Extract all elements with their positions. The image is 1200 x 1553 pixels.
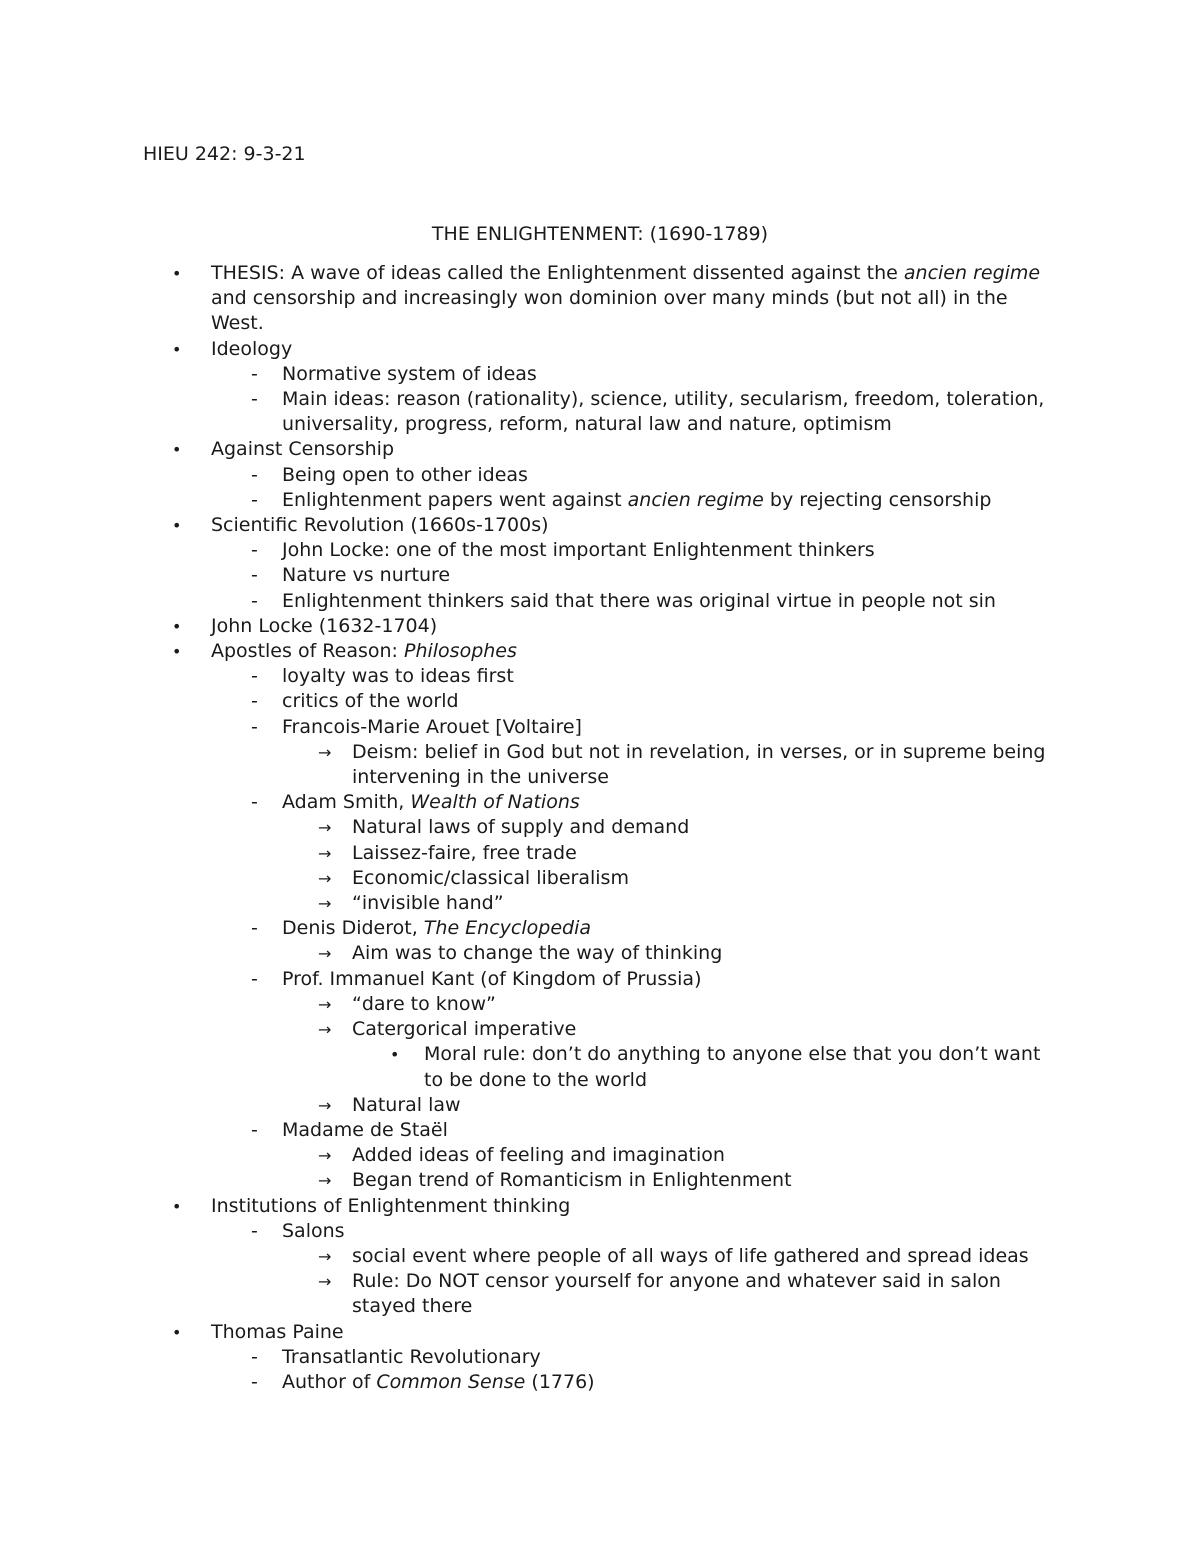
item-text: Madame de Staël	[282, 1118, 448, 1141]
item-text: Moral rule: don’t do anything to anyone else that you don’t want to be done to the world	[424, 1043, 1041, 1091]
text-run: THESIS: A wave of ideas called the Enlightenment dissented against the	[211, 262, 904, 284]
item-text: critics of the world	[282, 690, 459, 713]
item-text	[282, 790, 1062, 815]
list-item	[0, 563, 1200, 588]
list-item	[0, 337, 1200, 362]
item-text: social event where people of all ways of life gathered and spread ideas	[352, 1244, 1029, 1267]
dash-marker: -	[251, 539, 258, 562]
bullet-marker: •	[172, 440, 182, 460]
arrow-marker: →	[318, 1171, 332, 1191]
text-run: Author of	[282, 1370, 377, 1393]
arrow-marker: →	[318, 843, 332, 863]
arrow-marker: →	[318, 944, 332, 964]
item-text: Enlightenment thinkers said that there was original virtue in people not sin	[282, 589, 996, 612]
item-text: Began trend of Romanticism in Enlightenment	[352, 1169, 792, 1192]
item-text: Laissez-faire, free trade	[352, 841, 577, 864]
list-item	[0, 463, 1200, 488]
list-item	[0, 916, 1200, 941]
item-text: Being open to other ideas	[282, 463, 528, 486]
item-text	[282, 916, 1062, 941]
dash-marker: -	[251, 488, 258, 511]
list-item	[0, 1042, 1200, 1092]
item-text: Rule: Do NOT censor yourself for anyone and whatever said in salon stayed there	[352, 1270, 1001, 1318]
bullet-marker: •	[172, 339, 182, 359]
item-text: Transatlantic Revolutionary	[282, 1345, 541, 1368]
list-item	[0, 1219, 1200, 1244]
item-text: Deism: belief in God but not in revelation, in verses, or in supreme being intervening in the universe	[352, 740, 1046, 789]
list-item	[0, 1194, 1200, 1219]
list-item	[0, 639, 1200, 664]
bullet-marker: •	[172, 1322, 182, 1342]
bullet-marker: •	[172, 1196, 182, 1216]
item-text: Normative system of ideas	[282, 362, 537, 385]
item-text: Main ideas: reason (rationality), science, utility, secularism, freedom, toleration, universality, progress, reform, natural law and nature, optimism	[282, 388, 1045, 436]
text-run: Enlightenment papers went against	[282, 488, 628, 511]
text-run: (1776)	[525, 1370, 595, 1393]
arrow-marker: →	[318, 994, 332, 1014]
arrow-marker: →	[318, 894, 332, 914]
dash-marker: -	[251, 791, 258, 814]
text-run: by rejecting censorship	[763, 488, 992, 511]
dash-marker: -	[251, 690, 258, 713]
list-item	[0, 362, 1200, 387]
item-text: Scientific Revolution (1660s-1700s)	[211, 514, 549, 537]
item-text	[211, 639, 1061, 664]
item-text: Economic/classical liberalism	[352, 866, 629, 889]
list-item	[0, 790, 1200, 815]
item-text: John Locke (1632-1704)	[211, 614, 438, 637]
list-item	[0, 1093, 1200, 1118]
list-item	[0, 992, 1200, 1017]
arrow-marker: →	[318, 1272, 332, 1292]
list-item	[0, 815, 1200, 840]
list-item	[0, 538, 1200, 563]
list-item	[0, 387, 1200, 437]
item-text: Against Censorship	[211, 438, 395, 461]
arrow-marker: →	[318, 1095, 332, 1115]
list-item	[0, 715, 1200, 740]
italic-text-run: The Encyclopedia	[423, 917, 591, 940]
item-text: Natural law	[352, 1093, 461, 1116]
list-item	[0, 689, 1200, 714]
dash-marker: -	[251, 1219, 258, 1242]
italic-text-run: ancien regime	[627, 488, 764, 511]
list-item	[0, 1168, 1200, 1193]
dash-marker: -	[251, 967, 258, 990]
list-item	[0, 941, 1200, 966]
item-text: Prof. Immanuel Kant (of Kingdom of Prussia)	[282, 967, 702, 990]
item-text: Thomas Paine	[211, 1320, 344, 1343]
italic-text-run: Wealth of Nations	[410, 791, 580, 814]
arrow-marker: →	[318, 1146, 332, 1166]
item-text: “dare to know”	[352, 992, 496, 1015]
list-item	[0, 488, 1200, 513]
list-item	[0, 866, 1200, 891]
list-item	[0, 664, 1200, 689]
item-text: Natural laws of supply and demand	[352, 816, 690, 839]
course-date-header: HIEU 242: 9-3-21	[143, 143, 306, 165]
list-item	[0, 1118, 1200, 1143]
italic-text-run: ancien regime	[903, 262, 1041, 284]
list-item	[0, 513, 1200, 538]
list-item	[0, 614, 1200, 639]
italic-text-run: Common Sense	[376, 1370, 526, 1393]
text-run: Adam Smith,	[282, 791, 411, 814]
item-text: Salons	[282, 1219, 345, 1242]
dash-marker: -	[251, 715, 258, 738]
list-item	[0, 261, 1200, 337]
arrow-marker: →	[318, 1246, 332, 1266]
list-item	[0, 891, 1200, 916]
dash-marker: -	[251, 1370, 258, 1393]
item-text: Aim was to change the way of thinking	[352, 942, 723, 965]
bullet-marker: •	[172, 264, 182, 283]
arrow-marker: →	[318, 1020, 332, 1040]
thesis-text	[211, 261, 1061, 337]
dash-marker: -	[251, 463, 258, 486]
notes-outline	[0, 261, 1200, 1395]
arrow-marker: →	[318, 742, 332, 762]
list-item	[0, 1269, 1200, 1319]
dash-marker: -	[251, 1118, 258, 1141]
list-item	[0, 437, 1200, 462]
item-text: Added ideas of feeling and imagination	[352, 1144, 725, 1167]
text-run: and censorship and increasingly won dominion over many minds (but not all) in the West.	[211, 287, 1008, 335]
item-text: Nature vs nurture	[282, 564, 451, 587]
bullet-marker: •	[390, 1045, 400, 1065]
page-title: THE ENLIGHTENMENT: (1690-1789)	[431, 223, 769, 245]
dash-marker: -	[251, 589, 258, 612]
list-item	[0, 841, 1200, 866]
list-item	[0, 1244, 1200, 1269]
list-item	[0, 1370, 1200, 1395]
dash-marker: -	[251, 1345, 258, 1368]
text-run: Denis Diderot,	[282, 917, 424, 940]
item-text	[282, 488, 1062, 513]
dash-marker: -	[251, 665, 258, 688]
list-item	[0, 1143, 1200, 1168]
item-text: loyalty was to ideas first	[282, 665, 514, 688]
bullet-marker: •	[172, 642, 182, 662]
list-item	[0, 967, 1200, 992]
list-item	[0, 1320, 1200, 1345]
item-text: Francois-Marie Arouet [Voltaire]	[282, 715, 582, 738]
item-text: Institutions of Enlightenment thinking	[211, 1194, 571, 1217]
item-text: John Locke: one of the most important Enlightenment thinkers	[282, 539, 875, 562]
list-item	[0, 1017, 1200, 1042]
list-item	[0, 740, 1200, 790]
bullet-marker: •	[172, 516, 182, 536]
item-text: Catergorical imperative	[352, 1018, 577, 1041]
dash-marker: -	[251, 564, 258, 587]
item-text: “invisible hand”	[352, 892, 504, 915]
item-text: Ideology	[211, 337, 293, 360]
item-text	[282, 1370, 1062, 1395]
arrow-marker: →	[318, 818, 332, 838]
italic-text-run: Philosophes	[403, 640, 517, 663]
arrow-marker: →	[318, 868, 332, 888]
dash-marker: -	[251, 388, 258, 411]
list-item	[0, 1345, 1200, 1370]
text-run: Apostles of Reason:	[211, 640, 404, 663]
list-item	[0, 589, 1200, 614]
dash-marker: -	[251, 917, 258, 940]
bullet-marker: •	[172, 616, 182, 636]
dash-marker: -	[251, 362, 258, 385]
